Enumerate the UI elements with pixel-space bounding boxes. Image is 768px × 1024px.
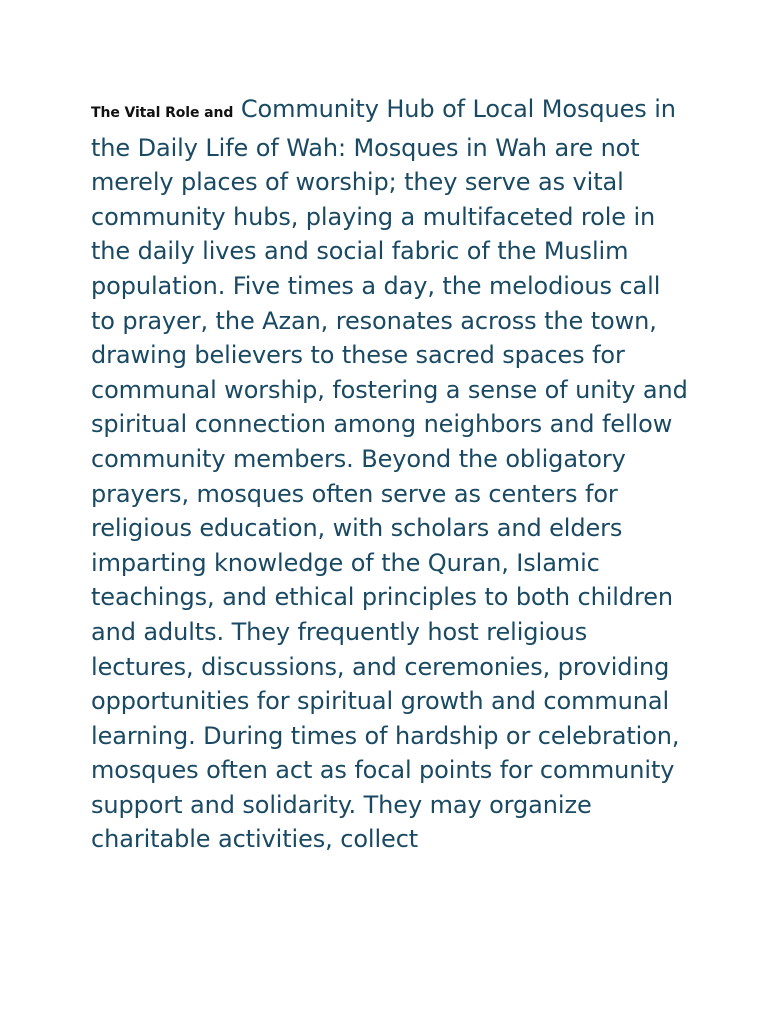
body-text: Community Hub of Local Mosques in the Daily Life of Wah: Mosques in Wah are not merely places of worship; they serve as vital community hubs, playing a multifaceted role in the daily lives and social fabric of the Muslim population. Five times a day, the melodious call to prayer, the Azan, resonates across the town, drawing believers to these sacred spaces for communal worship, fostering a sense of unity and spiritual connection among neighbors and fellow community members. Beyond the obligatory prayers, mosques often serve as centers for religious education, with scholars and elders imparting knowledge of the Quran, Islamic teachings, and ethical principles to both children and adults. They frequently host religious lectures, discussions, and ceremonies, providing opportunities for spiritual growth and communal learning. During times of hardship or celebration, mosques often act as focal points for community support and solidarity. They may organize charitable activities, collect — [91, 95, 688, 854]
document-page — [91, 92, 691, 857]
lead-in-text: The Vital Role and — [91, 105, 234, 121]
body-paragraph — [91, 92, 691, 857]
